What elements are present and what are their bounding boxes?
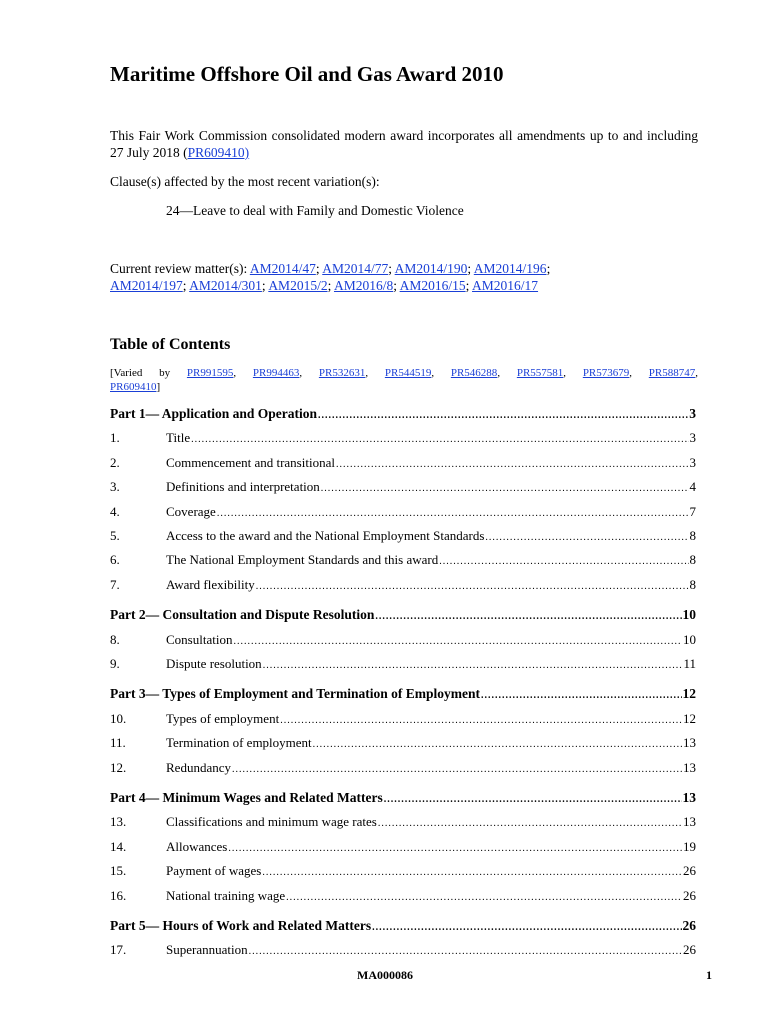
toc-clause-entry[interactable] bbox=[110, 455, 696, 473]
review-label: Current review matter(s): bbox=[110, 261, 250, 276]
toc-entry-label: National training wage bbox=[166, 887, 286, 903]
toc-leader-dots bbox=[249, 946, 682, 957]
varied-by-line bbox=[110, 366, 698, 380]
toc-entry-label: Access to the award and the National Employment Standards bbox=[166, 528, 485, 543]
toc-leader-dots bbox=[191, 434, 688, 445]
toc-title: Table of Contents bbox=[110, 336, 231, 353]
varied-by-line-2 bbox=[110, 380, 160, 394]
toc-entry-label: Dispute resolution bbox=[166, 656, 262, 671]
review-matter-link[interactable]: AM2014/77 bbox=[322, 261, 389, 276]
separator: ; bbox=[261, 277, 269, 293]
toc-clause-entry[interactable] bbox=[110, 863, 696, 881]
toc-clause-entry[interactable] bbox=[110, 735, 696, 753]
toc-entry-label: Allowances bbox=[166, 838, 228, 854]
separator: ; bbox=[315, 261, 323, 276]
toc-entry-label: Types of employment bbox=[166, 710, 280, 726]
toc-leader-dots bbox=[217, 508, 689, 519]
toc-clause-entry[interactable] bbox=[110, 760, 696, 778]
varied-pr-link[interactable]: PR588747 bbox=[648, 367, 696, 379]
toc-entry-number: 4. bbox=[110, 503, 120, 519]
toc-leader-dots bbox=[318, 410, 688, 421]
toc-leader-dots bbox=[263, 660, 683, 671]
toc-entry-page: 13 bbox=[683, 759, 696, 775]
review-matter-link[interactable]: AM2016/17 bbox=[472, 277, 539, 293]
toc-entry-page: 10 bbox=[683, 631, 696, 647]
footer-page-number: 1 bbox=[706, 968, 712, 982]
toc-entry-label: Award flexibility bbox=[166, 576, 255, 592]
toc-entry-number: 16. bbox=[110, 887, 127, 903]
toc-entry-number: 6. bbox=[110, 552, 120, 568]
toc-clause-entry[interactable] bbox=[110, 656, 696, 674]
separator: , bbox=[299, 367, 319, 379]
intro-text: This Fair Work Commission consolidated modern award incorporates all amendments up to and including 27 July 2018 ( bbox=[110, 128, 698, 160]
separator: ; bbox=[393, 277, 400, 293]
toc-leader-dots bbox=[375, 611, 681, 622]
toc-part-entry[interactable] bbox=[110, 918, 696, 936]
separator: , bbox=[629, 367, 649, 379]
toc-entry-page: 8 bbox=[689, 552, 696, 568]
review-matter-link[interactable]: AM2015/2 bbox=[268, 277, 328, 293]
toc-entry-label: Superannuation bbox=[166, 942, 248, 958]
toc-entry-label: Part 2— Consultation and Dispute Resolution bbox=[110, 607, 375, 623]
toc-entry-page: 4 bbox=[689, 479, 696, 495]
varied-pr-link[interactable]: PR546288 bbox=[450, 367, 498, 379]
varied-pr-link[interactable]: PR544519 bbox=[384, 367, 432, 379]
toc-entry-number: 8. bbox=[110, 631, 120, 647]
review-matter-link[interactable]: AM2014/196 bbox=[473, 261, 547, 276]
toc-leader-dots bbox=[384, 794, 682, 805]
toc-entry-label: Part 1— Application and Operation bbox=[110, 406, 318, 421]
varied-pr-link[interactable]: PR532631 bbox=[318, 367, 366, 379]
intro-pr-link[interactable]: PR609410) bbox=[187, 145, 250, 160]
toc-leader-dots bbox=[286, 892, 682, 903]
toc-clause-entry[interactable] bbox=[110, 942, 696, 960]
toc-entry-number: 13. bbox=[110, 814, 127, 830]
review-matters bbox=[110, 261, 698, 294]
toc-entry-number: 9. bbox=[110, 656, 120, 671]
toc-part-entry[interactable] bbox=[110, 406, 696, 424]
footer-award-code: MA000086 bbox=[357, 968, 413, 982]
toc-entry-page: 13 bbox=[683, 814, 696, 830]
toc-entry-number: 17. bbox=[110, 942, 127, 958]
clauses-affected-label: Clause(s) affected by the most recent variation(s): bbox=[110, 174, 380, 189]
separator: , bbox=[365, 367, 385, 379]
toc-entry-page: 3 bbox=[689, 430, 696, 446]
toc-part-entry[interactable] bbox=[110, 686, 696, 704]
toc-entry-number: 14. bbox=[110, 838, 127, 854]
varied-suffix: ] bbox=[156, 381, 161, 393]
varied-pr-link[interactable]: PR557581 bbox=[516, 367, 564, 379]
separator: ; bbox=[465, 277, 473, 293]
toc-clause-entry[interactable] bbox=[110, 888, 696, 906]
toc-entry-page: 13 bbox=[683, 735, 696, 751]
toc-entry-page: 10 bbox=[682, 607, 696, 623]
toc-entry-page: 12 bbox=[683, 710, 696, 726]
toc-leader-dots bbox=[372, 922, 681, 933]
separator: , bbox=[233, 367, 253, 379]
separator: , bbox=[695, 367, 699, 379]
toc-entry-page: 8 bbox=[689, 528, 696, 543]
separator: ; bbox=[467, 261, 474, 276]
review-matter-link[interactable]: AM2016/8 bbox=[333, 277, 394, 293]
toc-entry-number: 12. bbox=[110, 759, 127, 775]
toc-entry-number: 2. bbox=[110, 454, 120, 470]
varied-pr-link[interactable]: PR994463 bbox=[252, 367, 300, 379]
toc-clause-entry[interactable] bbox=[110, 632, 696, 650]
toc-entry-number: 1. bbox=[110, 430, 120, 446]
varied-pr-link[interactable]: PR991595 bbox=[186, 367, 234, 379]
toc-entry-number: 11. bbox=[110, 735, 126, 751]
separator: , bbox=[563, 367, 583, 379]
separator: , bbox=[431, 367, 451, 379]
toc-entry-label: Title bbox=[166, 430, 191, 446]
toc-leader-dots bbox=[336, 459, 689, 470]
toc-entry-label: Coverage bbox=[166, 503, 216, 519]
toc-entry-page: 26 bbox=[683, 942, 696, 958]
toc-clause-entry[interactable] bbox=[110, 430, 696, 448]
toc-entry-page: 11 bbox=[683, 656, 696, 671]
toc-entry-page: 3 bbox=[689, 406, 696, 421]
toc-entry-label: Definitions and interpretation bbox=[166, 479, 320, 495]
toc-clause-entry[interactable] bbox=[110, 552, 696, 570]
toc-entry-label: Redundancy bbox=[166, 759, 231, 775]
intro-paragraph bbox=[110, 127, 698, 161]
review-matter-link[interactable]: AM2014/190 bbox=[394, 261, 468, 276]
toc-entry-label: Part 3— Types of Employment and Termination of Employment bbox=[110, 686, 481, 702]
toc-entry-number: 7. bbox=[110, 576, 120, 592]
toc-clause-entry[interactable] bbox=[110, 814, 696, 832]
toc-leader-dots bbox=[232, 764, 682, 775]
clauses-affected-item: 24—Leave to deal with Family and Domestic Violence bbox=[166, 203, 464, 218]
toc-entry-label: Part 5— Hours of Work and Related Matters bbox=[110, 918, 372, 933]
toc-leader-dots bbox=[262, 867, 682, 878]
toc-clause-entry[interactable] bbox=[110, 577, 696, 595]
separator: ; bbox=[388, 261, 395, 276]
toc-clause-entry[interactable] bbox=[110, 711, 696, 729]
document-title: Maritime Offshore Oil and Gas Award 2010 bbox=[110, 62, 504, 86]
toc-entry-page: 3 bbox=[689, 454, 696, 470]
separator: ; bbox=[182, 277, 190, 293]
toc-entry-page: 8 bbox=[689, 576, 696, 592]
separator: , bbox=[497, 367, 517, 379]
review-matter-link[interactable]: AM2014/197 bbox=[110, 277, 183, 293]
toc-leader-dots bbox=[256, 581, 689, 592]
toc-entry-number: 5. bbox=[110, 528, 120, 543]
toc-clause-entry[interactable] bbox=[110, 528, 696, 546]
separator: ; bbox=[327, 277, 334, 293]
toc-leader-dots bbox=[313, 739, 682, 750]
toc-entry-number: 10. bbox=[110, 710, 127, 726]
toc-part-entry[interactable] bbox=[110, 790, 696, 808]
toc-entry-number: 15. bbox=[110, 863, 127, 879]
toc-entry-page: 12 bbox=[682, 686, 696, 702]
toc-entry-number: 3. bbox=[110, 479, 120, 495]
toc-leader-dots bbox=[481, 690, 681, 701]
toc-leader-dots bbox=[280, 715, 682, 726]
toc-entry-page: 26 bbox=[683, 887, 696, 903]
toc-clause-entry[interactable] bbox=[110, 479, 696, 497]
separator: ; bbox=[546, 261, 551, 276]
toc-entry-label: Commencement and transitional bbox=[166, 454, 335, 470]
toc-entry-label: Consultation bbox=[166, 631, 233, 647]
toc-entry-page: 19 bbox=[683, 838, 696, 854]
toc-leader-dots bbox=[233, 636, 682, 647]
review-matter-link[interactable]: AM2016/15 bbox=[399, 277, 466, 293]
toc-entry-label: Termination of employment bbox=[166, 735, 312, 751]
toc-entry-page: 26 bbox=[683, 863, 696, 879]
toc-entry-page: 7 bbox=[689, 503, 696, 519]
toc-leader-dots bbox=[439, 556, 688, 567]
toc-entry-label: Part 4— Minimum Wages and Related Matters bbox=[110, 790, 383, 805]
toc-leader-dots bbox=[378, 818, 682, 829]
review-matter-link[interactable]: AM2014/301 bbox=[189, 277, 262, 293]
toc-clause-entry[interactable] bbox=[110, 504, 696, 522]
varied-pr-link[interactable]: PR573679 bbox=[582, 367, 630, 379]
toc-entry-label: The National Employment Standards and this award bbox=[166, 552, 439, 568]
toc-entry-page: 13 bbox=[682, 790, 696, 805]
review-matter-link[interactable]: AM2014/47 bbox=[249, 261, 316, 276]
toc-entry-page: 26 bbox=[682, 918, 696, 933]
toc-leader-dots bbox=[321, 483, 689, 494]
varied-pr-link[interactable]: PR609410 bbox=[110, 381, 157, 393]
toc-leader-dots bbox=[485, 532, 688, 543]
toc-clause-entry[interactable] bbox=[110, 839, 696, 857]
toc-part-entry[interactable] bbox=[110, 607, 696, 625]
toc-leader-dots bbox=[228, 843, 682, 854]
toc-entry-label: Payment of wages bbox=[166, 863, 262, 879]
toc-entry-label: Classifications and minimum wage rates bbox=[166, 814, 377, 830]
varied-prefix: [Varied by bbox=[110, 367, 187, 379]
